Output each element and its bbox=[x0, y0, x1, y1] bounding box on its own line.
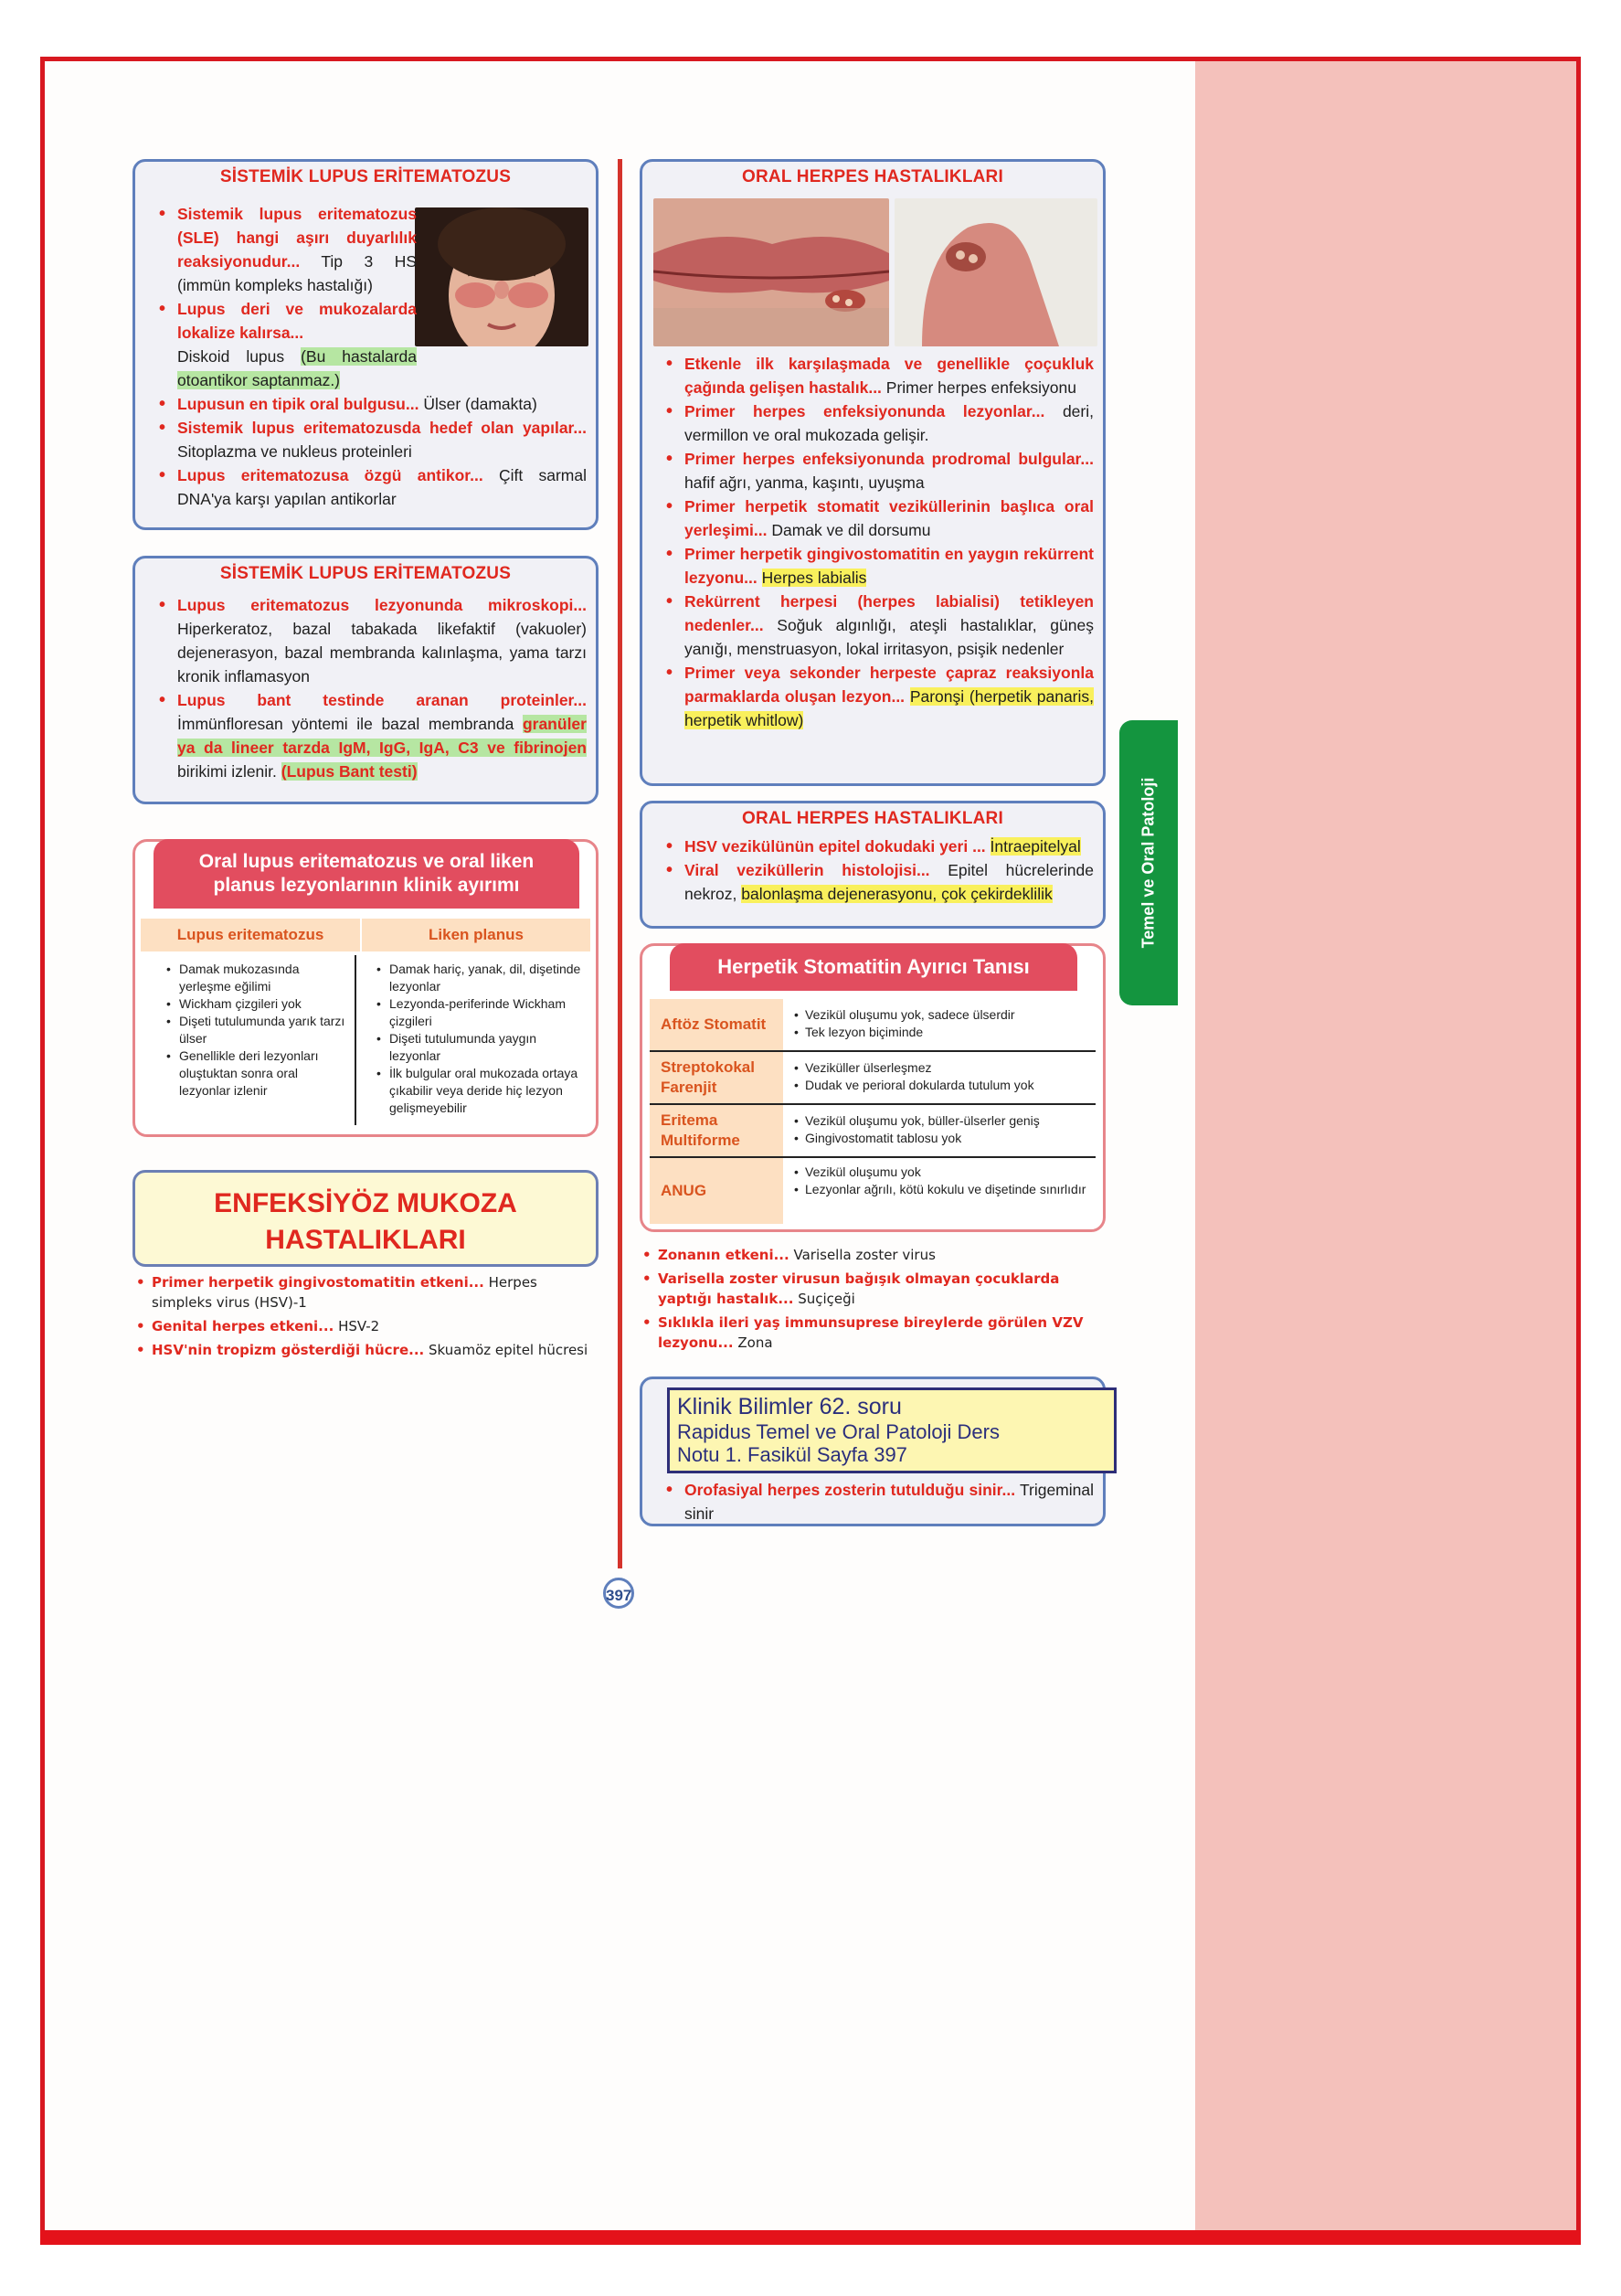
list-item: • Primer herpes enfeksiyonunda prodromal bulgular... hafif ağrı, yanma, kaşıntı, uyuşma bbox=[664, 447, 1094, 494]
note-line-3: Notu 1. Fasikül Sayfa 397 bbox=[677, 1443, 907, 1466]
list-item: • Wickham çizgileri yok bbox=[164, 995, 347, 1013]
list-item: • Sıklıkla ileri yaş immunsuprese bireylerde görülen VZV lezyonu... Zona bbox=[640, 1313, 1107, 1353]
list-item: • Lupus bant testinde aranan proteinler... İmmünfloresan yöntemi ile bazal membranda granüler ya da lineer tarzda IgM, IgG, IgA, C3 ve fibrinojen birikimi izlenir. (Lupus Bant testi) bbox=[157, 688, 587, 783]
bottom-red-bar bbox=[40, 2230, 1581, 2245]
list-item: • Dişeti tutulumunda yaygın lezyonlar bbox=[375, 1030, 583, 1065]
list-item: • Zonanın etkeni... Varisella zoster virus bbox=[640, 1245, 1107, 1265]
oral-herpes-box-2 bbox=[640, 801, 1106, 929]
table-row: Eritema Multiforme • Vezikül oluşumu yok, büller-ülserler geniş • Gingivostomatit tablosu yok bbox=[650, 1105, 1096, 1158]
list-item: • Dişeti tutulumunda yarık tarzı ülser bbox=[164, 1013, 347, 1047]
chapter-side-tab bbox=[1119, 720, 1178, 1005]
sle-box-1 bbox=[132, 159, 599, 530]
list-item: • Orofasiyal herpes zosterin tutulduğu sinir... Trigeminal sinir bbox=[664, 1478, 1094, 1525]
list-item: • Damak hariç, yanak, dil, dişetinde lezyonlar bbox=[375, 961, 583, 995]
list-item: • HSV'nin tropizm gösterdiği hücre... Skuamöz epitel hücresi bbox=[133, 1340, 599, 1360]
list-item: • Lupusun en tipik oral bulgusu... Ülser (damakta) bbox=[157, 392, 587, 416]
box-title: ORAL HERPES HASTALIKLARI bbox=[742, 167, 1003, 186]
list-item: • Damak mukozasında yerleşme eğilimi bbox=[164, 961, 347, 995]
list-item: • Viral veziküllerin histolojisi... Epitel hücrelerinde nekroz, balonlaşma dejenerasyonu, çok çekirdeklilik bbox=[664, 858, 1094, 906]
list-item: • Etkenle ilk karşılaşmada ve genellikle çoçukluk çağında gelişen hastalık... Primer herpes enfeksiyonu bbox=[664, 352, 1094, 399]
lupus-col bbox=[164, 961, 347, 1100]
list-item: • Sistemik lupus eritematozus (SLE) hangi aşırı duyarlılık reaksiyonudur... Tip 3 HS (immün kompleks hastalığı) bbox=[157, 202, 417, 297]
herpes1-list bbox=[664, 352, 1094, 732]
list-item: • Rekürrent herpesi (herpes labialisi) tetikleyen nedenler... Soğuk algınlığı, ateşli hastalıklar, güneş yanığı, menstruasyon, lokal irritasyon, psişik nedenler bbox=[664, 590, 1094, 661]
list-item: • Primer herpetik gingivostomatitin etkeni... Herpes simpleks virus (HSV)-1 bbox=[133, 1272, 599, 1313]
list-item: • Primer herpes enfeksiyonunda lezyonlar... deri, vermillon ve oral mukozada gelişir. bbox=[664, 399, 1094, 447]
list-item: • Primer herpetik stomatit veziküllerinin başlıca oral yerleşimi... Damak ve dil dorsumu bbox=[664, 494, 1094, 542]
vzv-list bbox=[640, 1245, 1107, 1356]
list-item: • Genital herpes etkeni... HSV-2 bbox=[133, 1316, 599, 1336]
table-row: Aftöz Stomatit • Vezikül oluşumu yok, sadece ülserdir • Tek lezyon biçiminde bbox=[650, 999, 1096, 1052]
col-head-liken: Liken planus bbox=[362, 919, 590, 951]
infectious-list bbox=[133, 1272, 599, 1364]
list-item: • Primer herpetik gingivostomatitin en yaygın rekürrent lezyonu... Herpes labialis bbox=[664, 542, 1094, 590]
lupus-liken-title: Oral lupus eritematozus ve oral liken planus lezyonlarının klinik ayırımı bbox=[154, 839, 579, 909]
page-number: 397 bbox=[603, 1578, 634, 1609]
section-title-infectious: ENFEKSİYÖZ MUKOZA HASTALIKLARI bbox=[132, 1170, 599, 1267]
differential-diagnosis-box bbox=[640, 943, 1106, 1232]
sle-box-2 bbox=[132, 556, 599, 804]
note-line-1: Klinik Bilimler 62. soru bbox=[677, 1394, 902, 1419]
zona-list bbox=[664, 1478, 1094, 1525]
list-item: • Varisella zoster virusun bağışık olmayan çocuklarda yaptığı hastalık... Suçiçeği bbox=[640, 1269, 1107, 1309]
herpes2-list bbox=[664, 834, 1094, 906]
table-row: ANUG • Vezikül oluşumu yok • Lezyonlar ağrılı, kötü kokulu ve dişetinde sınırlıdır bbox=[650, 1158, 1096, 1224]
oral-herpes-box-1 bbox=[640, 159, 1106, 786]
list-item: • Lezyonda-periferinde Wickham çizgileri bbox=[375, 995, 583, 1030]
box-title: SİSTEMİK LUPUS ERİTEMATOZUS bbox=[219, 564, 512, 583]
list-item: • Lupus deri ve mukozalarda lokalize kalırsa... Diskoid lupus (Bu hastalarda otoantikor saptanmaz.) bbox=[157, 297, 417, 392]
list-item: • Primer veya sekonder herpeste çapraz reaksiyonla parmaklarda oluşan lezyon... Paronşi (herpetik panaris, herpetik whitlow) bbox=[664, 661, 1094, 732]
column-divider bbox=[618, 159, 622, 1568]
sle1-list bbox=[157, 202, 587, 511]
box-title: ORAL HERPES HASTALIKLARI bbox=[742, 809, 1003, 828]
list-item: • HSV vezikülünün epitel dokudaki yeri ... İntraepitelyal bbox=[664, 834, 1094, 858]
column-separator bbox=[355, 955, 356, 1125]
differential-diagnosis-title: Herpetik Stomatitin Ayırıcı Tanısı bbox=[670, 943, 1077, 991]
finger-whitlow-photo bbox=[895, 198, 1097, 346]
lupus-liken-box bbox=[132, 839, 599, 1137]
lip-herpes-photo bbox=[653, 198, 889, 346]
chapter-side-tab-label: Temel ve Oral Patoloji bbox=[1139, 777, 1158, 949]
box-title: SİSTEMİK LUPUS ERİTEMATOZUS bbox=[219, 167, 512, 186]
liken-col bbox=[375, 961, 583, 1117]
side-margin-panel bbox=[1195, 61, 1576, 2238]
list-item: • İlk bulgular oral mukozada ortaya çıkabilir veya deride hiç lezyon gelişmeyebilir bbox=[375, 1065, 583, 1117]
sle2-list bbox=[157, 593, 587, 783]
note-line-2: Rapidus Temel ve Oral Patoloji Ders bbox=[677, 1420, 1000, 1443]
list-item: • Lupus eritematozusa özgü antikor... Çift sarmal DNA'ya karşı yapılan antikorlar bbox=[157, 463, 587, 511]
list-item: • Sistemik lupus eritematozusda hedef olan yapılar... Sitoplazma ve nukleus proteinleri bbox=[157, 416, 587, 463]
table-row: Streptokokal Farenjit • Veziküller ülserleşmez • Dudak ve perioral dokularda tutulum yok bbox=[650, 1052, 1096, 1105]
differential-table bbox=[650, 999, 1096, 1228]
list-item: • Lupus eritematozus lezyonunda mikroskopi... Hiperkeratoz, bazal tabakada likefaktif (vakuoler) dejenerasyon, bazal membranda kalınlaşma, yama tarzı kronik inflamasyon bbox=[157, 593, 587, 688]
col-head-lupus: Lupus eritematozus bbox=[141, 919, 360, 951]
question-reference-note bbox=[667, 1387, 1117, 1473]
list-item: • Genellikle deri lezyonları oluştuktan sonra oral lezyonlar izlenir bbox=[164, 1047, 347, 1100]
